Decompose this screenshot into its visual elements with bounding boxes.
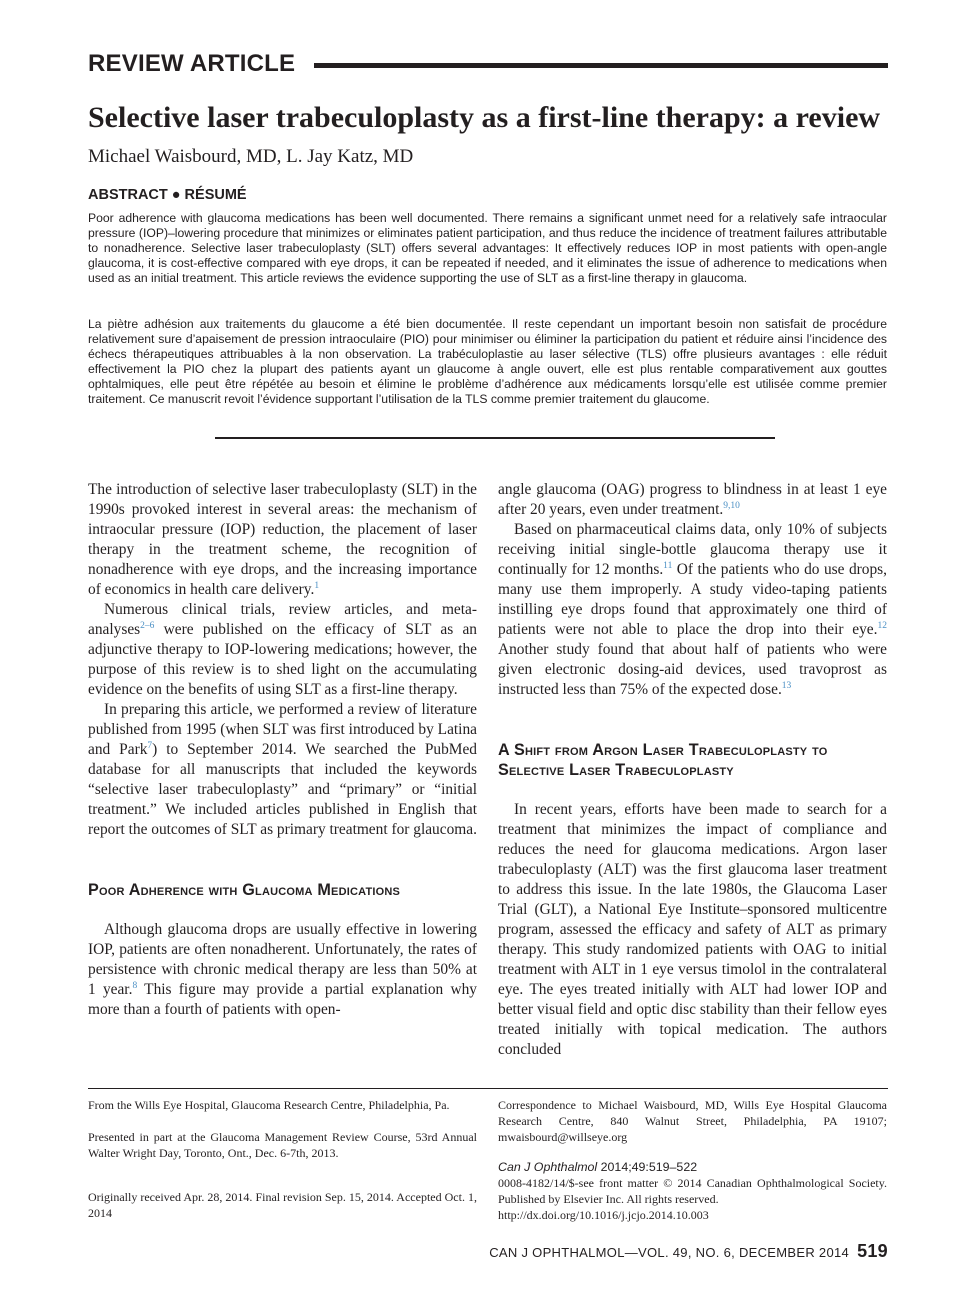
abstract-divider (215, 437, 775, 439)
abstract-heading: ABSTRACT ● RÉSUMÉ (88, 187, 247, 203)
left-column (88, 480, 477, 1020)
body-paragraph: The introduction of selective laser trabeculoplasty (SLT) in the 1990s provoked interest in several areas: the mechanism of intraocular pressure (IOP) reduction, the placement of laser therapy in the treatment scheme, the recognition of nonadherence with eye drops, and the increasing importance of economics in health care delivery.$^1$ (88, 481, 477, 598)
body-paragraph: Although glaucoma drops are usually effective in lowering IOP, patients are often nonadherent. Unfortunately, the rates of persistence with chronic medical therapy are less than 50% at 1 year.$^8$ This figure may provide a partial explanation why more than a fourth of patients with open- (88, 921, 477, 1018)
citation-link[interactable]: 8 (132, 981, 138, 991)
body-paragraph: Based on pharmaceutical claims data, only 10% of subjects receiving initial single-bottle glaucoma therapy use it continually for 12 months.$^{11}$ Of the patients who do use drops, many use them improperly. A study video-taping patients instilling eye drops found that approximately one third of patients were not able to place the drop into their eye.$^{12}$ Another study found that about half of patients who were given electronic dosing-aid devices, used travoprost as instructed less than 75% of the expected dose.$^{13}$ (498, 521, 887, 698)
copyright-note: 0008-4182/14/$-see front matter © 2014 Canadian Ophthalmological Society. Published by Elsevier Inc. All rights reserved. http://dx.doi.org/10.1016/j.jcjo.2014.10.003 (498, 1176, 887, 1222)
footnote-divider (88, 1088, 888, 1089)
running-footer (468, 1241, 888, 1262)
received-note: Originally received Apr. 28, 2014. Final revision Sep. 15, 2014. Accepted Oct. 1, 2014 (88, 1190, 477, 1220)
section-heading: Poor Adherence with Glaucoma Medications (88, 881, 401, 899)
article-title: Selective laser trabeculoplasty as a first-line therapy: a review (88, 101, 881, 134)
author-list: Michael Waisbourd, MD, L. Jay Katz, MD (88, 146, 414, 167)
doi-link[interactable]: http://dx.doi.org/10.1016/j.jcjo.2014.10.003 (498, 1208, 709, 1222)
citation-link[interactable]: 1 (314, 581, 320, 591)
body-paragraph: angle glaucoma (OAG) progress to blindness in at least 1 eye after 20 years, even under treatment.$^{9,10}$ (498, 481, 887, 518)
page-number: 519 (857, 1241, 888, 1261)
right-column (498, 480, 887, 1060)
journal-citation: Can J Ophthalmol 2014;49:519–522 (498, 1160, 698, 1174)
section-label: REVIEW ARTICLE (88, 50, 296, 77)
abstract-french: La piètre adhésion aux traitements du glaucome a été bien documentée. Il reste cependant un important besoin non satisfait de procédure relativement sure d’apaisement de pression intraoculaire (PIO) pour minimiser ou éliminer la participation du patient et réduire ainsi l’incidence des échecs thérapeutiques attribuables à la non observation. La trabéculoplastie au laser sélective (TLS) offre plusieurs avantages : elle réduit effectivement la PIO chez la plupart des patients ayant un glaucome à angle ouvert, elle est plus rentable comparativement aux gouttes ophtalmiques, elle peut être répétée au besoin et élimine le problème d’adhérence aux médicaments lorsqu’elle est utilisée comme premier traitement. Ce manuscrit revoit l’évidence supportant l’utilisation de la TLS comme premier traitement du glaucome. (88, 317, 887, 407)
header-rule (314, 63, 888, 68)
section-heading: A Shift from Argon Laser Trabeculoplasty to Selective Laser Trabeculoplasty (498, 741, 828, 779)
body-paragraph: Numerous clinical trials, review articles, and meta-analyses$^{2-6}$ were published on the efficacy of SLT as an adjunctive therapy to IOP-lowering medications; however, the purpose of this review is to shed light on the accumulating evidence on the benefits of using SLT as a first-line therapy. (88, 601, 477, 698)
citation-link[interactable]: 11 (663, 561, 673, 571)
journal-running-title: CAN J OPHTHALMOL—VOL. 49, NO. 6, DECEMBER 2014 (489, 1245, 850, 1260)
citation-link[interactable]: 7 (147, 741, 153, 751)
abstract-english: Poor adherence with glaucoma medications has been well documented. There remains a significant unmet need for a relatively safe intraocular pressure (IOP)–lowering procedure that minimizes or eliminates patient participation, and thus reduce the incidence of treatment failures attributable to nonadherence. Selective laser trabeculoplasty (SLT) offers several advantages: It effectively reduces IOP in most patients with open-angle glaucoma, it is cost-effective compared with eye drops, it can be repeated if needed, and it eliminates the issue of adherence to medications when used as an initial treatment. This article reviews the evidence supporting the use of SLT as a first-line therapy in glaucoma. (88, 211, 887, 286)
correspondence-note: Correspondence to Michael Waisbourd, MD, Wills Eye Hospital Glaucoma Research Centre, 840 Walnut Street, Philadelphia, PA 19107; mwaisbourd@willseye.org (498, 1098, 887, 1144)
citation-link[interactable]: 13 (781, 681, 792, 691)
affiliation-note: From the Wills Eye Hospital, Glaucoma Research Centre, Philadelphia, Pa. (88, 1098, 450, 1112)
citation-link[interactable]: 12 (877, 621, 887, 631)
body-paragraph: In preparing this article, we performed a review of literature published from 1995 (when SLT was first introduced by Latina and Park$^7$) to September 2014. We searched the PubMed database for all manuscripts that included the keywords “selective laser trabeculoplasty” and “primary” or “initial treatment.” We included articles published in English that report the outcomes of SLT as primary treatment for glaucoma. (88, 701, 477, 838)
body-paragraph: In recent years, efforts have been made to search for a treatment that minimizes the impact of compliance and reduces the need for glaucoma medications. Argon laser trabeculoplasty (ALT) was the first glaucoma laser treatment to address this issue. In the late 1980s, the Glaucoma Laser Trial (GLT), a National Eye Institute–sponsored multicentre program, assessed the efficacy and safety of ALT as primary therapy. This study randomized patients with OAG to initial treatment with ALT in 1 eye versus timolol in the contralateral eye. The eyes treated initially with ALT had lower IOP and better visual field and optic disc stability than their fellow eyes treated initially with topical medication. The authors concluded (498, 801, 887, 1058)
citation-link[interactable]: 9,10 (723, 501, 740, 511)
presented-note: Presented in part at the Glaucoma Management Review Course, 53rd Annual Walter Wright Day, Toronto, Ont., Dec. 6-7th, 2013. (88, 1130, 477, 1160)
citation-link[interactable]: 2–6 (140, 621, 155, 631)
